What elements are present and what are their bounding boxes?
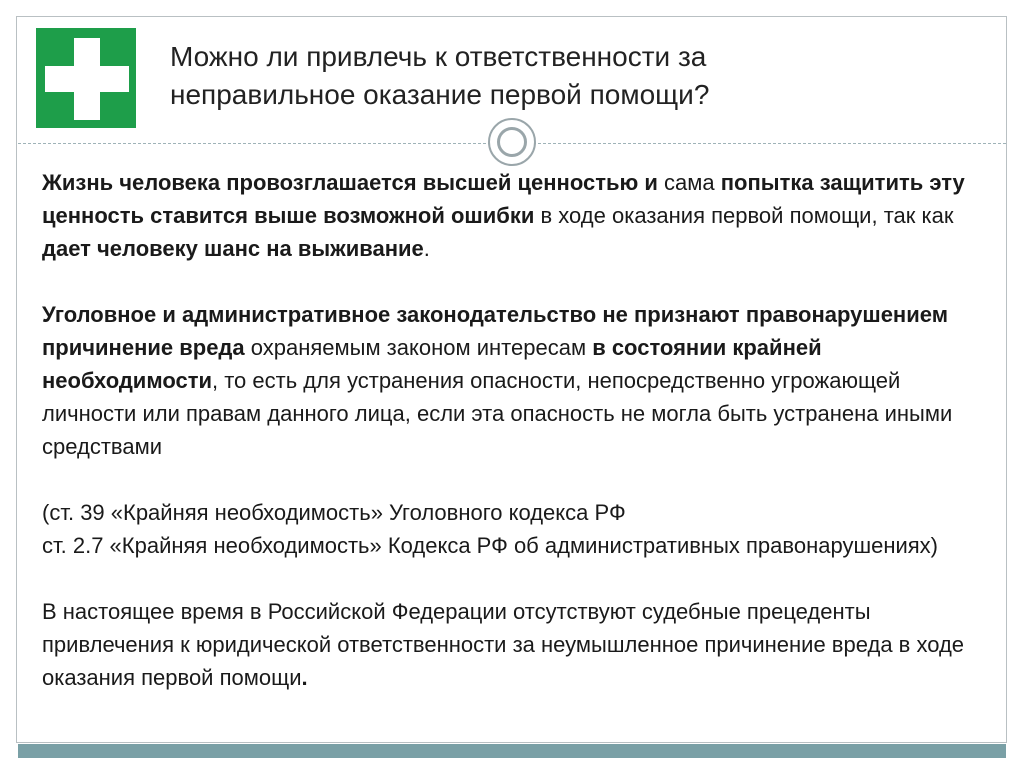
plain-text: в ходе оказания первой помощи, так как [534,203,954,228]
paragraph-no-precedents [42,595,972,694]
plain-text: . [423,236,430,261]
cross-horizontal-bar [45,66,129,92]
bold-text: попытка защитить эту ценность ставится выше возможной ошибки [42,170,965,228]
page-title [170,38,970,114]
first-aid-cross-icon [32,24,140,132]
reference-line-1: (ст. 39 «Крайняя необходимость» Уголовного кодекса РФ [42,500,626,525]
paragraph-legal-references [42,496,972,562]
slide-body [42,166,972,727]
paragraph-value-of-life [42,166,972,265]
bold-text: Жизнь человека провозглашается высшей ценностью и [42,170,658,195]
logo-background [36,28,136,128]
ring-inner [497,127,527,157]
bold-text: дает человеку шанс на выживание [42,236,424,261]
title-line-1: Можно ли привлечь к ответственности за [170,41,707,72]
paragraph-extreme-necessity [42,298,972,463]
plain-text: , то есть для устранения опасности, непосредственно угрожающей личности или правам данного лица, если эта опасность не могла быть устранена иными средствами [42,368,953,459]
plain-text: сама [657,170,721,195]
ring-ornament-icon [488,118,536,166]
title-line-2: неправильное оказание первой помощи? [170,79,710,110]
bold-text: Уголовное и административное законодательство не признают правонарушением причинение вреда [42,302,948,360]
plain-text: охраняемым законом интересам [244,335,593,360]
bottom-accent-bar [18,744,1006,758]
reference-line-2: ст. 2.7 «Крайняя необходимость» Кодекса РФ об административных правонарушениях) [42,533,939,558]
plain-text: В настоящее время в Российской Федерации отсутствуют судебные прецеденты привлечения к юридической ответственности за неумышленное причинение вреда в ходе оказания первой помощи [42,599,965,690]
bold-text: . [301,665,308,690]
bold-text: в состоянии крайней необходимости [42,335,822,393]
